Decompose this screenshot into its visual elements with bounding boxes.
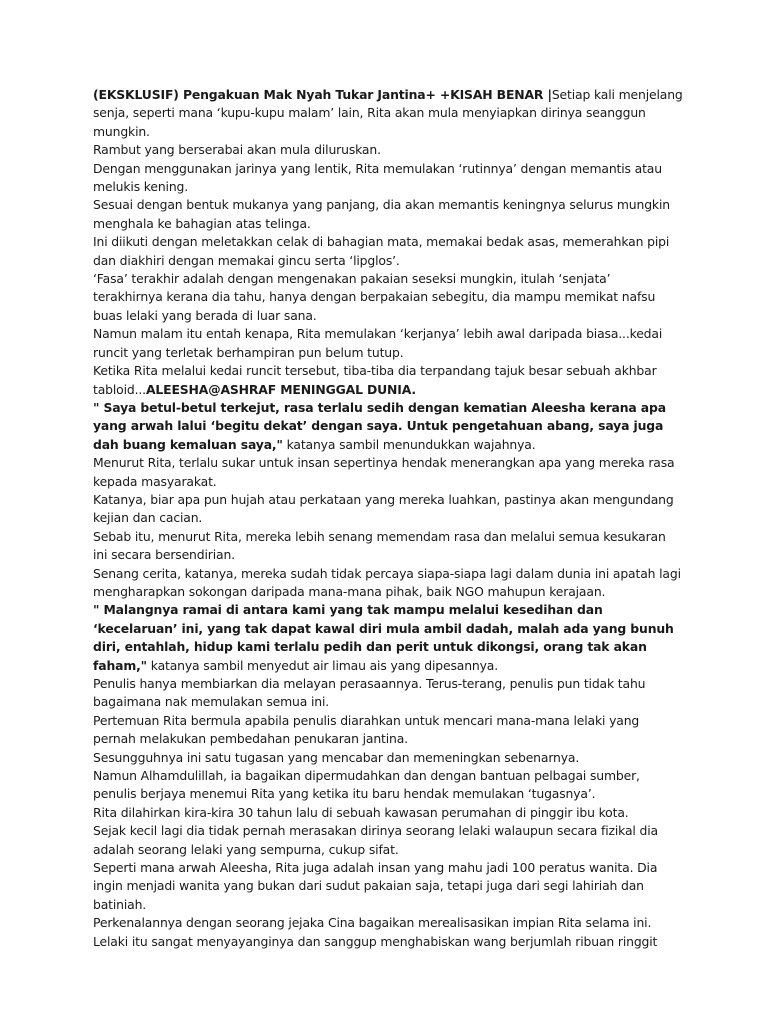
quote-text: " Malangnya ramai di antara kami yang tak mampu melalui kesedihan dan ‘kecelaruan’ ini, yang tak dapat kawal diri mula ambil dadah, malah ada yang bunuh diri, entahlah, hidup kami terlalu pedih dan perit untuk dikongsi, orang tak akan faham," bbox=[93, 602, 674, 673]
tabloid-headline: ALEESHA@ASHRAF MENINGGAL DUNIA. bbox=[145, 381, 416, 397]
paragraph: Namun malam itu entah kenapa, Rita memulakan ‘kerjanya’ lebih awal daripada biasa...kedai runcit yang terletak berhampiran pun belum tutup. bbox=[93, 326, 663, 360]
paragraph: Sejak kecil lagi dia tidak pernah merasakan dirinya seorang lelaki walaupun secara fizikal dia adalah seorang lelaki yang sempurna, cukup sifat. bbox=[93, 823, 658, 857]
paragraph: Senang cerita, katanya, mereka sudah tidak percaya siapa-siapa lagi dalam dunia ini apatah lagi mengharapkan sokongan daripada mana-mana pihak, baik NGO mahupun kerajaan. bbox=[93, 565, 681, 599]
paragraph: Lelaki itu sangat menyayanginya dan sanggup menghabiskan wang berjumlah ribuan ringgit bbox=[93, 933, 658, 949]
paragraph-intro bbox=[93, 86, 683, 141]
paragraph: Katanya, biar apa pun hujah atau perkataan yang mereka luahkan, pastinya akan mengundang kejian dan cacian. bbox=[93, 491, 674, 526]
article-title: (EKSKLUSIF) Pengakuan Mak Nyah Tukar Jantina+ +KISAH BENAR | bbox=[93, 87, 552, 102]
paragraph-text: Ketika Rita melalui kedai runcit tersebut, tiba-tiba dia terpandang tajuk besar sebuah akhbar tabloid... bbox=[93, 363, 657, 397]
paragraph: Seperti mana arwah Aleesha, Rita juga adalah insan yang mahu jadi 100 peratus wanita. Dia ingin menjadi wanita yang bukan dari sudut pakaian saja, tetapi juga dari segi lahiriah dan batiniah. bbox=[93, 860, 658, 912]
paragraph: Sesungguhnya ini satu tugasan yang mencabar dan memeningkan sebenarnya. bbox=[93, 749, 580, 765]
paragraph-quote bbox=[93, 601, 683, 675]
paragraph: Pertemuan Rita bermula apabila penulis diarahkan untuk mencari mana-mana lelaki yang pernah melakukan pembedahan penukaran jantina. bbox=[93, 712, 640, 747]
paragraph: Namun Alhamdulillah, ia bagaikan dipermudahkan dan dengan bantuan pelbagai sumber, penulis berjaya menemui Rita yang ketika itu baru hendak memulakan ‘tugasnya’. bbox=[93, 768, 640, 802]
quote-text: " Saya betul-betul terkejut, rasa terlalu sedih dengan kematian Aleesha kerana apa yang arwah lalui ‘begitu dekat’ dengan saya. Untuk pengetahuan abang, saya juga dah buang kemaluan saya," bbox=[93, 399, 666, 452]
document-body bbox=[93, 86, 683, 951]
paragraph: Menurut Rita, terlalu sukar untuk insan sepertinya hendak menerangkan apa yang mereka rasa kepada masyarakat. bbox=[93, 455, 675, 489]
quote-attribution: katanya sambil menyedut air limau ais yang dipesannya. bbox=[146, 657, 499, 673]
paragraph: Sebab itu, menurut Rita, mereka lebih senang memendam rasa dan melalui semua kesukaran ini secara bersendirian. bbox=[93, 528, 666, 563]
quote-attribution: katanya sambil menundukkan wajahnya. bbox=[282, 436, 536, 452]
paragraph: Rita dilahirkan kira-kira 30 tahun lalu di sebuah kawasan perumahan di pinggir ibu kota. bbox=[93, 804, 629, 820]
paragraph: Rambut yang berserabai akan mula diluruskan. bbox=[93, 142, 381, 158]
paragraph-quote bbox=[93, 399, 683, 454]
paragraph: Penulis hanya membiarkan dia melayan perasaannya. Terus-terang, penulis pun tidak tahu bagaimana nak memulakan semua ini. bbox=[93, 676, 646, 710]
intro-text: Setiap kali menjelang senja, seperti mana ‘kupu-kupu malam’ lain, Rita akan mula menyiapkan dirinya seanggun mungkin. bbox=[93, 87, 683, 139]
paragraph: Sesuai dengan bentuk mukanya yang panjang, dia akan memantis keningnya selurus mungkin menghala ke bahagian atas telinga. bbox=[93, 197, 670, 231]
paragraph-headline-mention bbox=[93, 362, 683, 399]
paragraph: ‘Fasa’ terakhir adalah dengan mengenakan pakaian seseksi mungkin, itulah ‘senjata’ terakhirnya kerana dia tahu, hanya dengan berpakaian sebegitu, dia mampu memikat nafsu buas lelaki yang berada di luar sana. bbox=[93, 271, 656, 323]
paragraph: Dengan menggunakan jarinya yang lentik, Rita memulakan ‘rutinnya’ dengan memantis atau melukis kening. bbox=[93, 160, 662, 195]
paragraph: Ini diikuti dengan meletakkan celak di bahagian mata, memakai bedak asas, memerahkan pipi dan diakhiri dengan memakai gincu serta ‘lipglos’. bbox=[93, 234, 670, 268]
paragraph: Perkenalannya dengan seorang jejaka Cina bagaikan merealisasikan impian Rita selama ini. bbox=[93, 915, 652, 931]
